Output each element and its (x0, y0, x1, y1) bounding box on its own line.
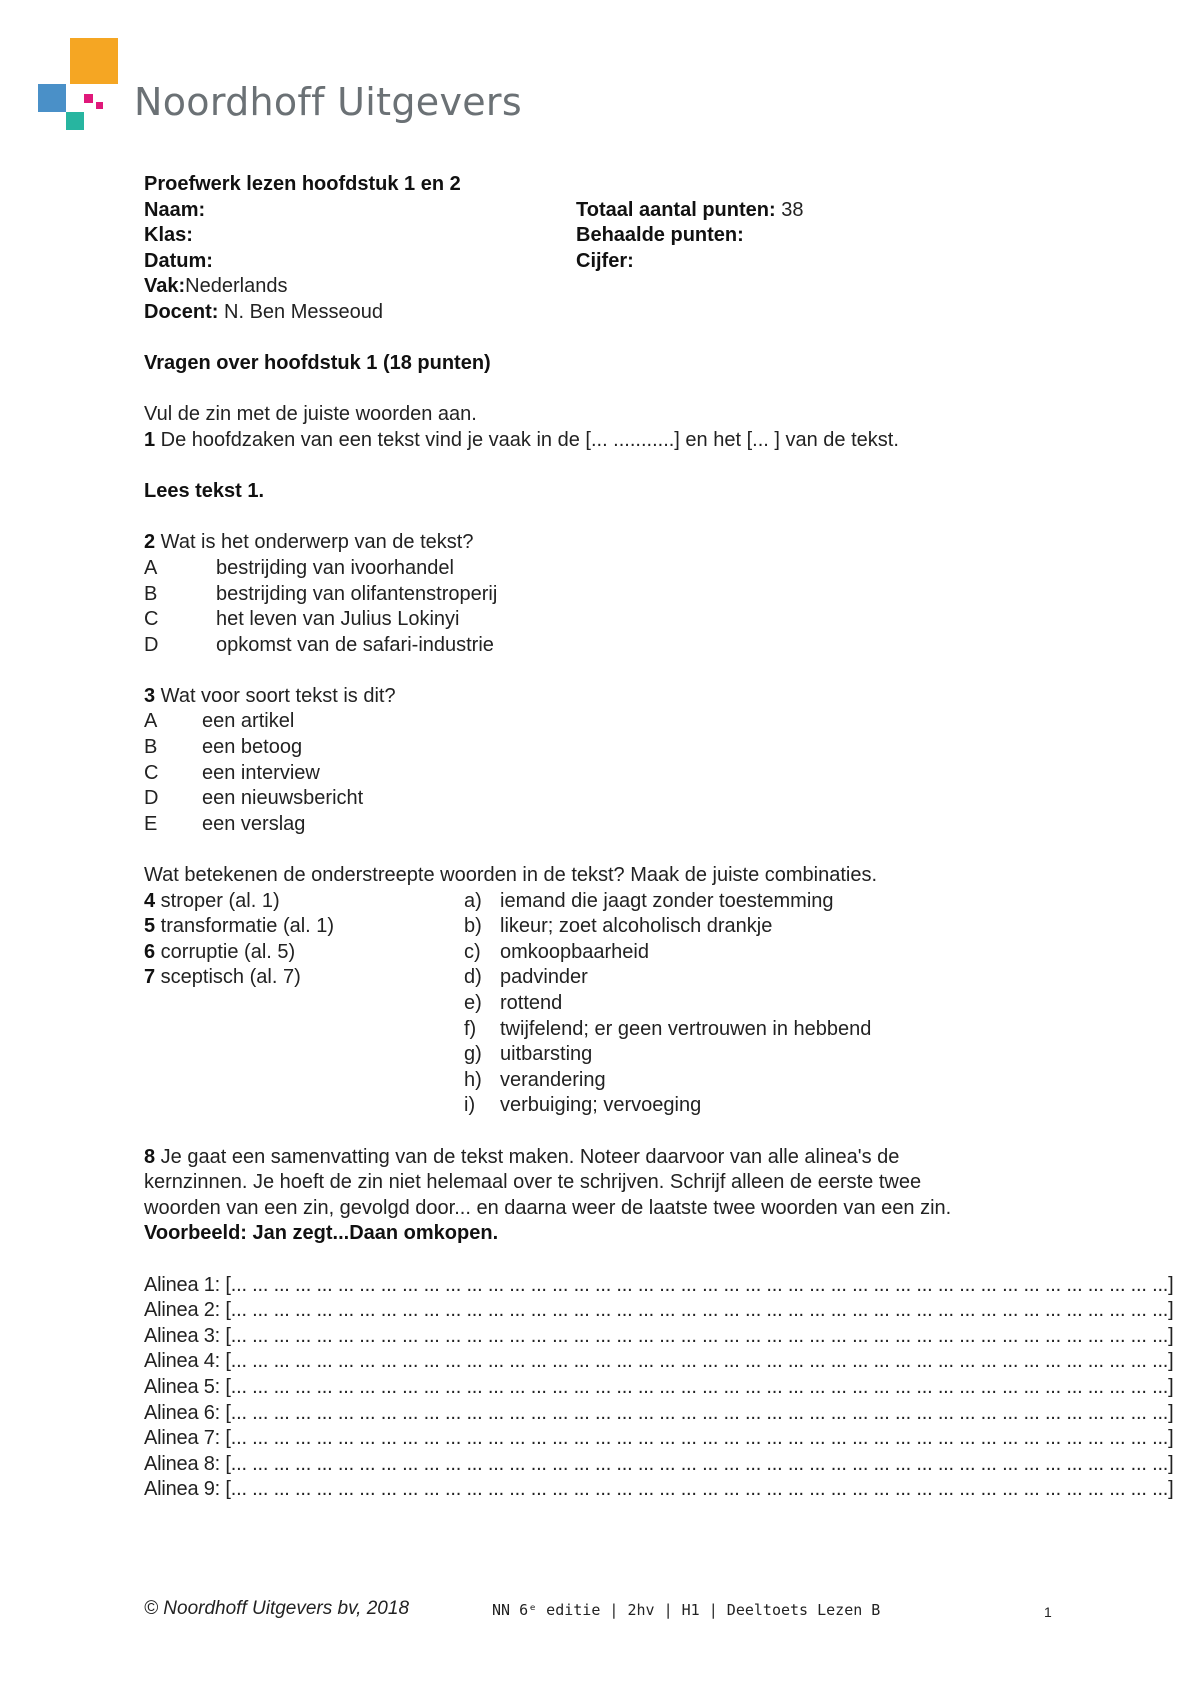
matching-word: 6 corruptie (al. 5) (144, 940, 296, 963)
question-text: Je gaat een samenvatting van de tekst maken. Noteer daarvoor van alle alinea's de (155, 1145, 900, 1168)
question-3 (144, 684, 1064, 710)
answer-option: C het leven van Julius Lokinyi (144, 608, 460, 631)
logo-orange-square (70, 38, 118, 84)
copyright-text: © Noordhoff Uitgevers bv, 2018 (144, 1598, 410, 1619)
logo-blue-square (38, 84, 66, 112)
answer-option: C een interview (144, 761, 320, 784)
alinea-answer-line[interactable]: Alinea 3: [... ... ... ... ... ... ... ... ... ... ... ... ... ... ... ... ... ... ... ... ... ... ... ... ... ... ... ... ... ... ... ... ... ... ... ... ... ... ... ... ... ... ... ...] (144, 1324, 1174, 1347)
page-number: 1 (1044, 1604, 1052, 1620)
matching-word: 7 sceptisch (al. 7) (144, 966, 301, 989)
klas-label: Klas: (144, 224, 193, 247)
matching-word: 5 transformatie (al. 1) (144, 915, 335, 938)
alinea-answer-line[interactable]: Alinea 1: [... ... ... ... ... ... ... ... ... ... ... ... ... ... ... ... ... ... ... ... ... ... ... ... ... ... ... ... ... ... ... ... ... ... ... ... ... ... ... ... ... ... ... ...] (144, 1273, 1174, 1296)
totaal-value: 38 (775, 198, 804, 221)
matching-instruction: Wat betekenen de onderstreepte woorden in de tekst? Maak de juiste combinaties. (144, 864, 878, 887)
matching-meaning: i) verbuiging; vervoeging (464, 1094, 702, 1117)
totaal-label: Totaal aantal punten: (576, 198, 776, 221)
matching-meaning: h) verandering (464, 1068, 606, 1091)
alinea-answer-line[interactable]: Alinea 6: [... ... ... ... ... ... ... ... ... ... ... ... ... ... ... ... ... ... ... ... ... ... ... ... ... ... ... ... ... ... ... ... ... ... ... ... ... ... ... ... ... ... ... ...] (144, 1401, 1174, 1424)
question-text-cont: kernzinnen. Je hoeft de zin niet helemaal over te schrijven. Schrijf alleen de eerste twee (144, 1171, 922, 1194)
behaalde-label: Behaalde punten: (576, 224, 744, 247)
header-block (144, 172, 1064, 326)
instruction-text: Vul de zin met de juiste woorden aan. (144, 403, 477, 426)
answer-option: B een betoog (144, 736, 303, 759)
question-text: Wat is het onderwerp van de tekst? (155, 531, 474, 554)
question-1 (144, 428, 1064, 454)
section-heading: Vragen over hoofdstuk 1 (18 punten) (144, 352, 491, 375)
matching-words (144, 889, 334, 991)
question-number: 3 (144, 684, 156, 707)
alinea-answer-line[interactable]: Alinea 9: [... ... ... ... ... ... ... ... ... ... ... ... ... ... ... ... ... ... ... ... ... ... ... ... ... ... ... ... ... ... ... ... ... ... ... ... ... ... ... ... ... ... ... ...] (144, 1478, 1174, 1501)
matching-meaning: g) uitbarsting (464, 1043, 593, 1066)
question-number: 8 (144, 1145, 156, 1168)
alinea-answer-line[interactable]: Alinea 5: [... ... ... ... ... ... ... ... ... ... ... ... ... ... ... ... ... ... ... ... ... ... ... ... ... ... ... ... ... ... ... ... ... ... ... ... ... ... ... ... ... ... ... ...] (144, 1375, 1174, 1398)
answer-option: E een verslag (144, 812, 306, 835)
naam-label: Naam: (144, 198, 206, 221)
question-text: De hoofdzaken van een tekst vind je vaak in de [... ...........] en het [... ] van de tekst. (155, 428, 899, 451)
logo-text: Noordhoff Uitgevers (134, 80, 522, 124)
logo-pink-square-small (96, 102, 103, 109)
lees-tekst-heading: Lees tekst 1. (144, 480, 265, 503)
page-footer (144, 1598, 1064, 1628)
docent-value: N. Ben Messeoud (218, 300, 383, 323)
matching-meanings (464, 889, 871, 1119)
docent-label: Docent: (144, 300, 219, 323)
logo-teal-square (66, 112, 84, 130)
answer-option: A bestrijding van ivoorhandel (144, 556, 454, 579)
answer-option: D een nieuwsbericht (144, 787, 364, 810)
matching-meaning: f) twijfelend; er geen vertrouwen in hebbend (464, 1017, 872, 1040)
matching-meaning: a) iemand die jaagt zonder toestemming (464, 889, 834, 912)
alinea-answer-line[interactable]: Alinea 7: [... ... ... ... ... ... ... ... ... ... ... ... ... ... ... ... ... ... ... ... ... ... ... ... ... ... ... ... ... ... ... ... ... ... ... ... ... ... ... ... ... ... ... ...] (144, 1427, 1174, 1450)
test-title: Proefwerk lezen hoofdstuk 1 en 2 (144, 173, 461, 195)
question-8 (144, 1145, 1064, 1171)
vak-value: Nederlands (185, 275, 288, 298)
answer-option: A een artikel (144, 710, 295, 733)
matching-meaning: e) rottend (464, 992, 563, 1014)
test-content (144, 172, 1174, 1503)
question-number: 1 (144, 428, 156, 451)
matching-block (144, 889, 1064, 1119)
matching-meaning: c) omkoopbaarheid (464, 940, 649, 963)
alinea-answer-line[interactable]: Alinea 8: [... ... ... ... ... ... ... ... ... ... ... ... ... ... ... ... ... ... ... ... ... ... ... ... ... ... ... ... ... ... ... ... ... ... ... ... ... ... ... ... ... ... ... ...] (144, 1452, 1174, 1475)
example-text: Voorbeeld: Jan zegt...Daan omkopen. (144, 1222, 499, 1245)
cijfer-label: Cijfer: (576, 249, 634, 272)
answer-option: B bestrijding van olifantenstroperij (144, 582, 498, 605)
question-text-cont: woorden van een zin, gevolgd door... en daarna weer de laatste twee woorden van een zin. (144, 1196, 952, 1219)
score-block (576, 198, 803, 275)
matching-meaning: b) likeur; zoet alcoholisch drankje (464, 915, 773, 938)
logo-pink-square (84, 94, 93, 103)
vak-label: Vak: (144, 275, 186, 298)
alinea-answer-line[interactable]: Alinea 2: [... ... ... ... ... ... ... ... ... ... ... ... ... ... ... ... ... ... ... ... ... ... ... ... ... ... ... ... ... ... ... ... ... ... ... ... ... ... ... ... ... ... ... ...] (144, 1299, 1174, 1322)
question-2 (144, 530, 1064, 556)
alinea-answer-line[interactable]: Alinea 4: [... ... ... ... ... ... ... ... ... ... ... ... ... ... ... ... ... ... ... ... ... ... ... ... ... ... ... ... ... ... ... ... ... ... ... ... ... ... ... ... ... ... ... ...] (144, 1350, 1174, 1373)
answer-option: D opkomst van de safari-industrie (144, 633, 494, 656)
matching-word: 4 stroper (al. 1) (144, 889, 280, 912)
matching-meaning: d) padvinder (464, 966, 588, 989)
question-number: 2 (144, 531, 156, 554)
datum-label: Datum: (144, 249, 213, 272)
question-text: Wat voor soort tekst is dit? (155, 684, 396, 707)
footer-info: NN 6ᵉ editie | 2hv | H1 | Deeltoets Lezen B (492, 1601, 881, 1619)
